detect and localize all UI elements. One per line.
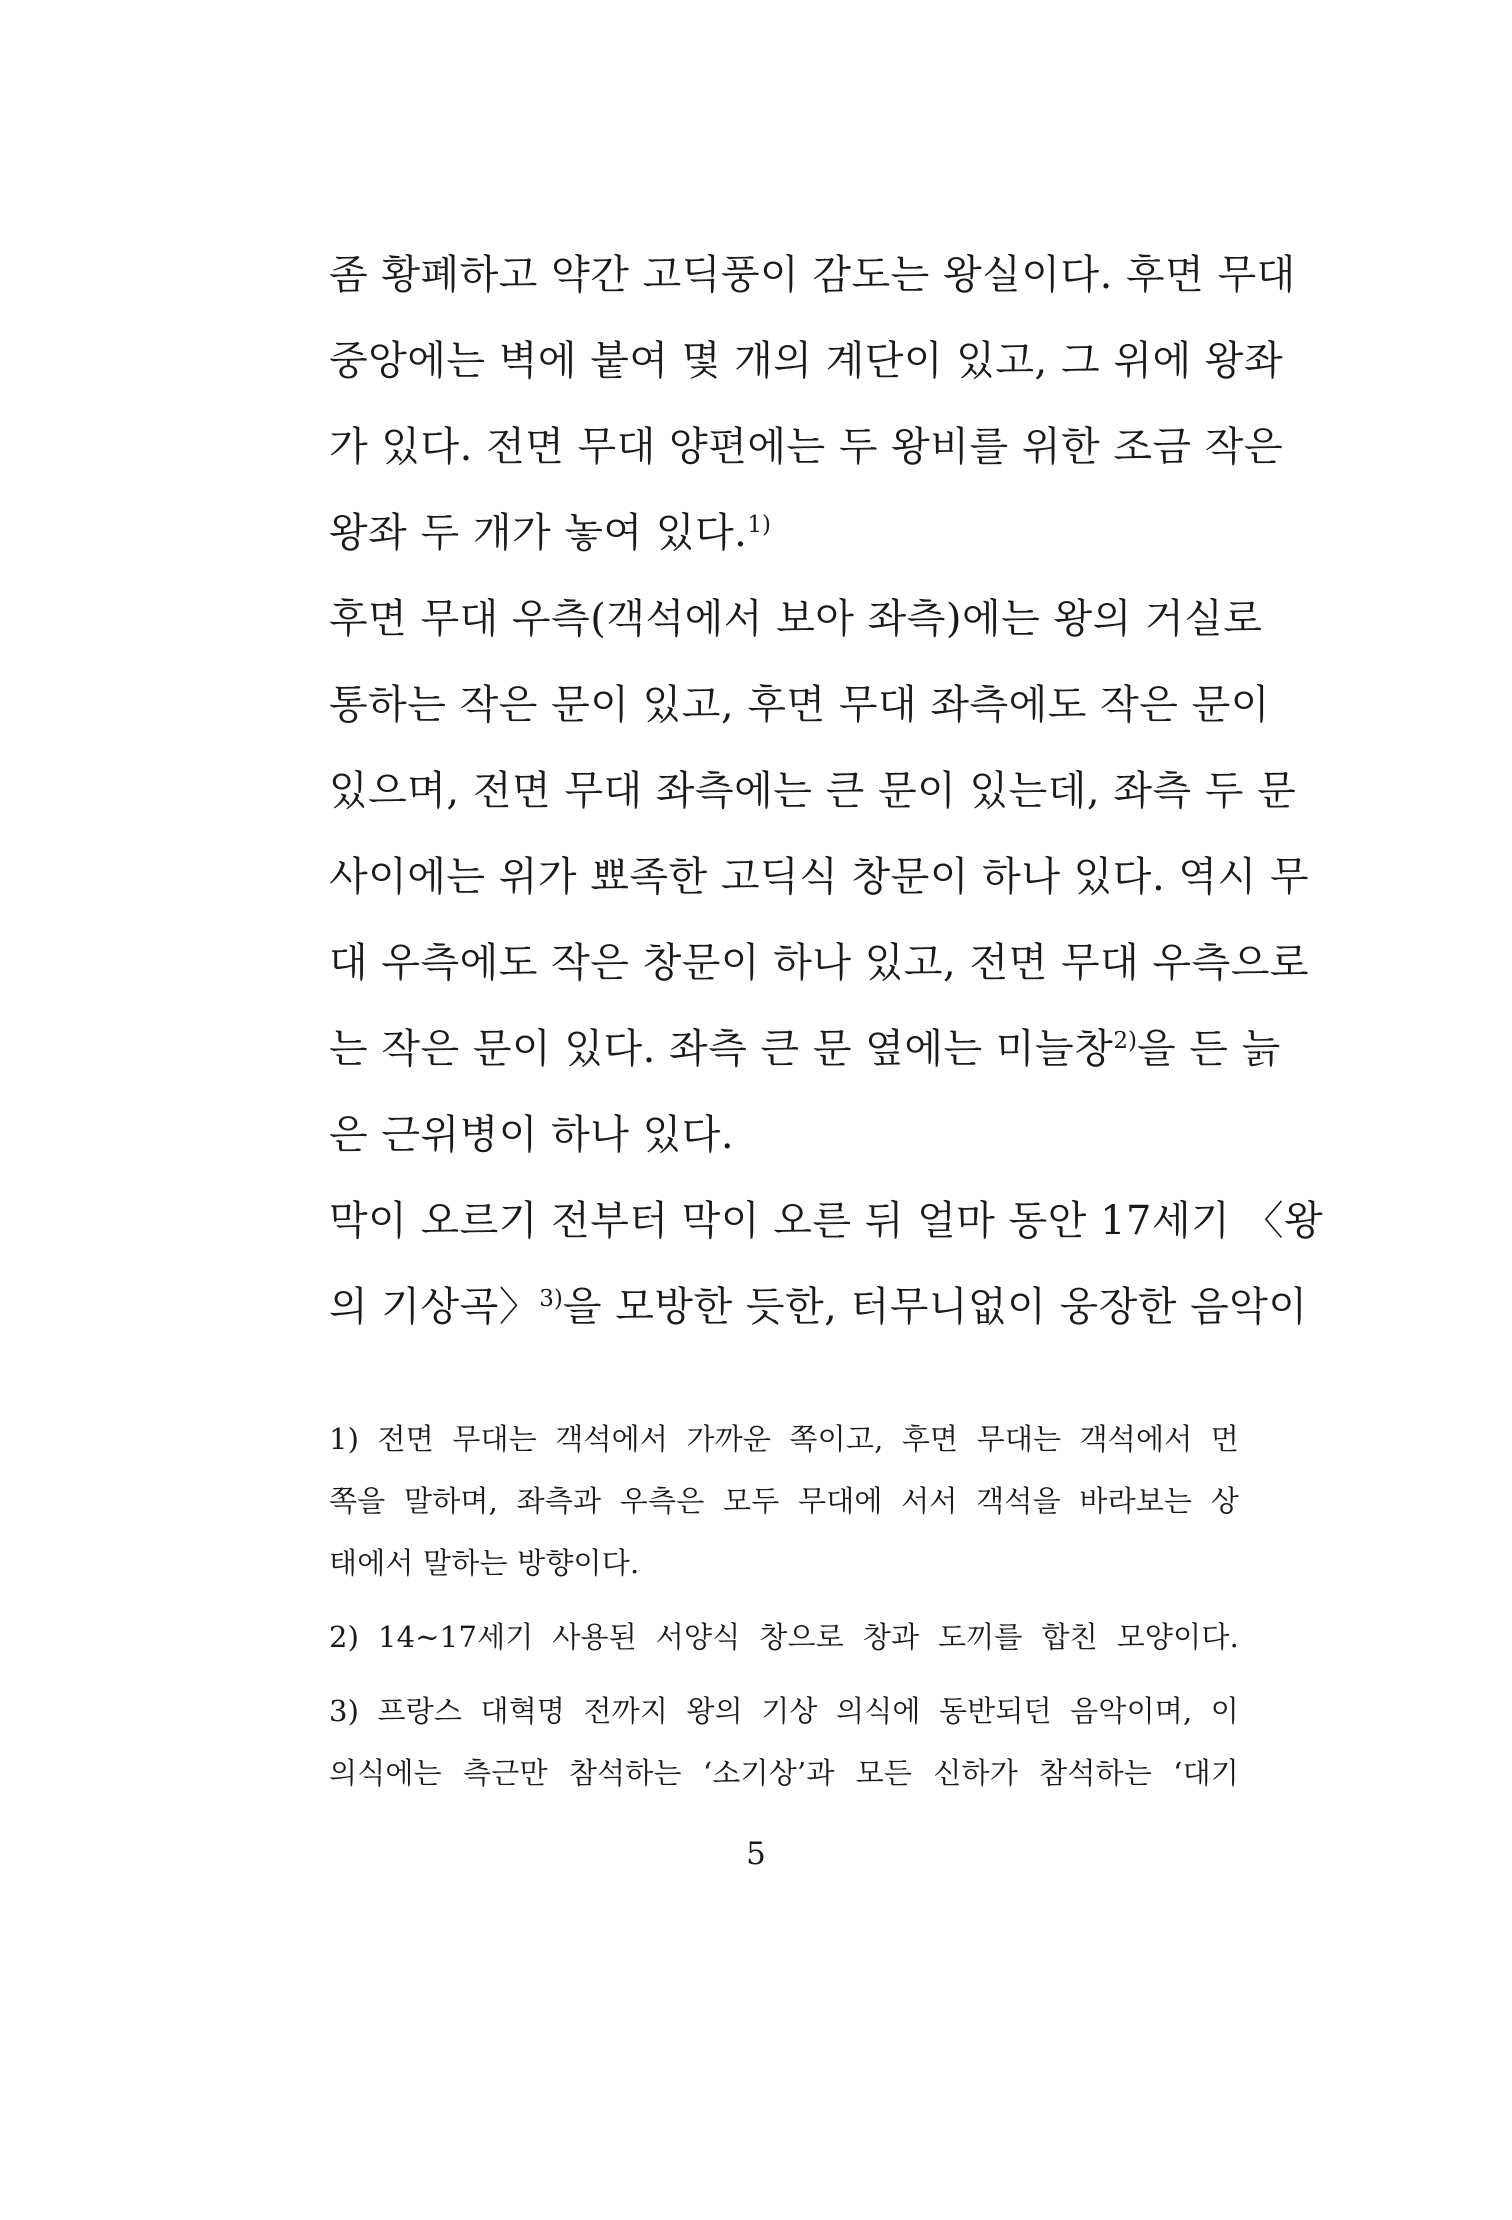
body-line: 통하는 작은 문이 있고, 후면 무대 좌측에도 작은 문이 (329, 682, 1270, 728)
footnote-ref-3[interactable]: 3) (539, 1286, 563, 1312)
body-line-text: 을 든 늙 (1136, 1026, 1281, 1072)
body-line-text: 의 기상곡〉 (329, 1284, 540, 1330)
body-text (329, 232, 1324, 1350)
body-line: 좀 황폐하고 약간 고딕풍이 감도는 왕실이다. 후면 무대 (329, 252, 1296, 298)
footnote-ref-1[interactable]: 1) (747, 512, 771, 538)
body-line: 있으며, 전면 무대 좌측에는 큰 문이 있는데, 좌측 두 문 (329, 768, 1297, 814)
body-line (329, 1006, 1281, 1092)
footnote-2-line: 2) 14∼17세기 사용된 서양식 창으로 창과 도끼를 합친 모양이다. (329, 1620, 1239, 1654)
body-line-text: 는 작은 문이 있다. 좌측 큰 문 옆에는 미늘창 (329, 1026, 1114, 1072)
body-line: 가 있다. 전면 무대 양편에는 두 왕비를 위한 조금 작은 (329, 424, 1284, 470)
footnote-1-line: 태에서 말하는 방향이다. (329, 1546, 640, 1580)
footnote-ref-2[interactable]: 2) (1113, 1028, 1137, 1054)
footnote-spacer (329, 1668, 1239, 1680)
body-line (329, 1264, 1308, 1350)
body-line: 후면 무대 우측(객석에서 보아 좌측)에는 왕의 거실로 (329, 596, 1263, 642)
footnotes (329, 1408, 1239, 1804)
body-line: 대 우측에도 작은 창문이 하나 있고, 전면 무대 우측으로 (329, 940, 1310, 986)
body-line: 막이 오르기 전부터 막이 오른 뒤 얼마 동안 17세기 〈왕 (329, 1198, 1324, 1244)
footnote-3-line: 3) 프랑스 대혁명 전까지 왕의 기상 의식에 동반되던 음악이며, 이 (329, 1694, 1239, 1728)
footnote-1-line: 쪽을 말하며, 좌측과 우측은 모두 무대에 서서 객석을 바라보는 상 (329, 1484, 1239, 1518)
footnote-1-line: 1) 전면 무대는 객석에서 가까운 쪽이고, 후면 무대는 객석에서 먼 (329, 1422, 1239, 1456)
body-line-text: 을 모방한 듯한, 터무니없이 웅장한 음악이 (562, 1284, 1308, 1330)
body-line: 사이에는 위가 뾰족한 고딕식 창문이 하나 있다. 역시 무 (329, 854, 1310, 900)
body-line (329, 490, 1239, 576)
footnote-3-line: 의식에는 측근만 참석하는 ‘소기상’과 모든 신하가 참석하는 ‘대기 (329, 1756, 1239, 1790)
body-line: 은 근위병이 하나 있다. (329, 1112, 735, 1158)
footnote-spacer (329, 1594, 1239, 1606)
body-line: 중앙에는 벽에 붙여 몇 개의 계단이 있고, 그 위에 왕좌 (329, 338, 1284, 384)
page-number: 5 (746, 1836, 766, 1872)
body-line-text: 왕좌 두 개가 놓여 있다. (329, 510, 748, 556)
